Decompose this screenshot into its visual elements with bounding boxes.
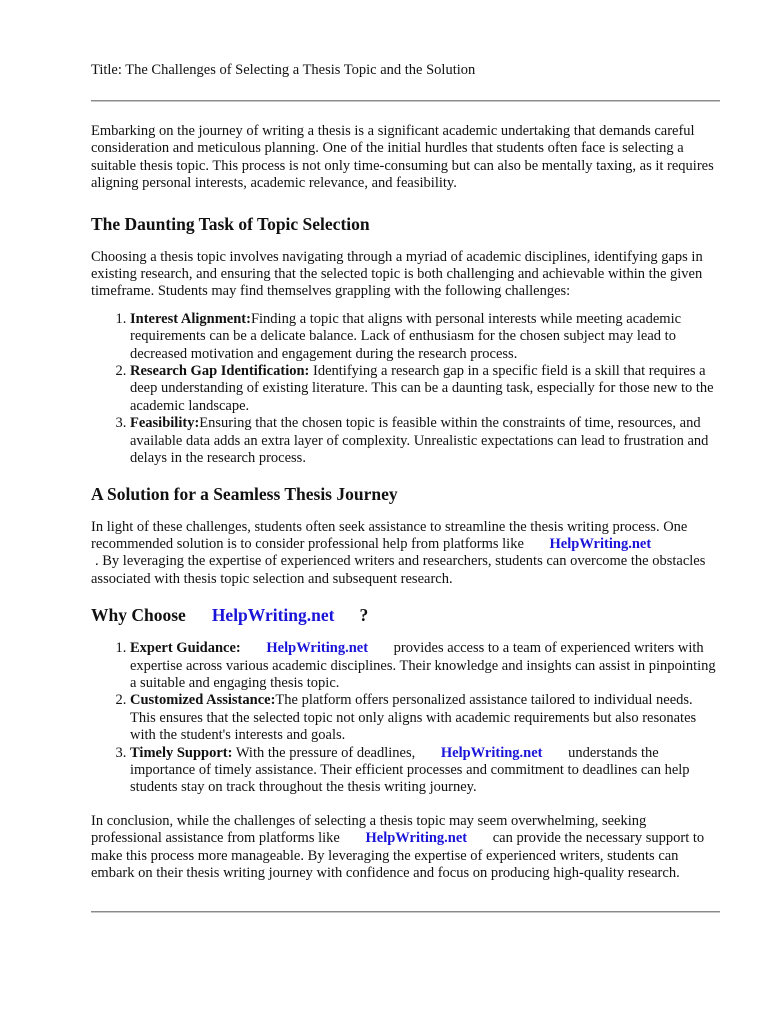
conclusion-text-after: can provide the necessary support to make this process more manageable. By leveraging the expertise of experienced writers, students can embark on their thesis writing journey with confidence and focus on producing high-quality research. xyxy=(91,830,705,881)
list-item-text: Ensuring that the chosen topic is feasible within the constraints of time, resources, and available data adds an extra layer of complexity. Unrealistic expectations can lead to frustration and delays in the research process. xyxy=(130,415,709,467)
list-item xyxy=(130,311,719,363)
document-content xyxy=(91,123,719,882)
list-item xyxy=(130,745,719,797)
intro-paragraph: Embarking on the journey of writing a thesis is a significant academic undertaking that demands careful consideration and meticulous planning. One of the initial hurdles that students often face is selecting a suitable thesis topic. This process is not only time-consuming but can also be mentally taxing, as it requires aligning personal interests, academic relevance, and feasibility. xyxy=(91,123,714,192)
section-heading-topic-selection: The Daunting Task of Topic Selection xyxy=(91,213,370,234)
helpwriting-link[interactable]: HelpWriting.net xyxy=(440,744,543,761)
list-item xyxy=(130,363,719,415)
section-heading-why-choose xyxy=(91,605,719,626)
list-item-text: Finding a topic that aligns with personal interests while meeting academic requirements can be a delicate balance. Lack of enthusiasm for the chosen subject may lead to decreased motivation and engagement during the research process. xyxy=(130,310,682,362)
list-item-text-before: With the pressure of deadlines, xyxy=(232,744,416,761)
list-item xyxy=(130,640,719,692)
list-item-label: Interest Alignment: xyxy=(130,310,251,327)
challenges-list xyxy=(91,311,719,468)
topic-selection-paragraph: Choosing a thesis topic involves navigating through a myriad of academic disciplines, identifying gaps in existing research, and ensuring that the selected topic is both challenging and achievable within the given timeframe. Students may find themselves grappling with the following challenges: xyxy=(91,248,703,300)
helpwriting-link[interactable]: HelpWriting.net xyxy=(549,535,652,552)
solution-text-before: In light of these challenges, students often seek assistance to streamline the thesis writing process. One recommended solution is to consider professional help from platforms like xyxy=(91,518,688,552)
section-heading-solution: A Solution for a Seamless Thesis Journey xyxy=(91,483,398,504)
list-item-text: The platform offers personalized assistance tailored to individual needs. This ensures that the selected topic not only aligns with academic requirements but also resonates with the student's interests and goals. xyxy=(130,692,697,744)
list-item xyxy=(130,415,719,467)
helpwriting-link[interactable]: HelpWriting.net xyxy=(266,640,369,657)
why-choose-question-mark: ? xyxy=(359,605,369,626)
solution-text-after: . By leveraging the expertise of experienced writers and researchers, students can overcome the obstacles associated with thesis topic selection and subsequent research. xyxy=(91,553,706,587)
list-item-text: Identifying a research gap in a specific field is a skill that requires a deep understanding of existing literature. This can be a daunting task, especially for those new to the academic landscape. xyxy=(130,363,714,414)
benefits-list xyxy=(91,640,719,797)
conclusion-text-before: In conclusion, while the challenges of selecting a thesis topic may seem overwhelming, seeking professional assistance from platforms like xyxy=(91,812,647,847)
list-item xyxy=(130,692,719,744)
conclusion-paragraph xyxy=(91,813,719,883)
list-item-label: Expert Guidance: xyxy=(130,640,241,657)
list-item-text: provides access to a team of experienced writers with expertise across various academic disciplines. Their knowledge and insights can assist in pinpointing a suitable and engaging thesis topic. xyxy=(130,640,716,691)
list-item-label: Research Gap Identification: xyxy=(130,363,310,380)
top-divider xyxy=(91,100,720,102)
list-item-text-after: understands the importance of timely assistance. Their efficient processes and commitment to deadlines can help students stay on track throughout the thesis writing journey. xyxy=(130,744,690,796)
helpwriting-link[interactable]: HelpWriting.net xyxy=(365,830,468,847)
solution-paragraph xyxy=(91,519,719,589)
list-item-label: Timely Support: xyxy=(130,744,233,761)
document-title: Title: The Challenges of Selecting a Thesis Topic and the Solution xyxy=(91,62,476,78)
helpwriting-heading-link[interactable]: HelpWriting.net xyxy=(211,605,335,626)
bottom-divider xyxy=(91,911,720,913)
list-item-label: Feasibility: xyxy=(130,415,200,432)
why-choose-text: Why Choose xyxy=(91,605,186,626)
list-item-label: Customized Assistance: xyxy=(130,692,276,709)
